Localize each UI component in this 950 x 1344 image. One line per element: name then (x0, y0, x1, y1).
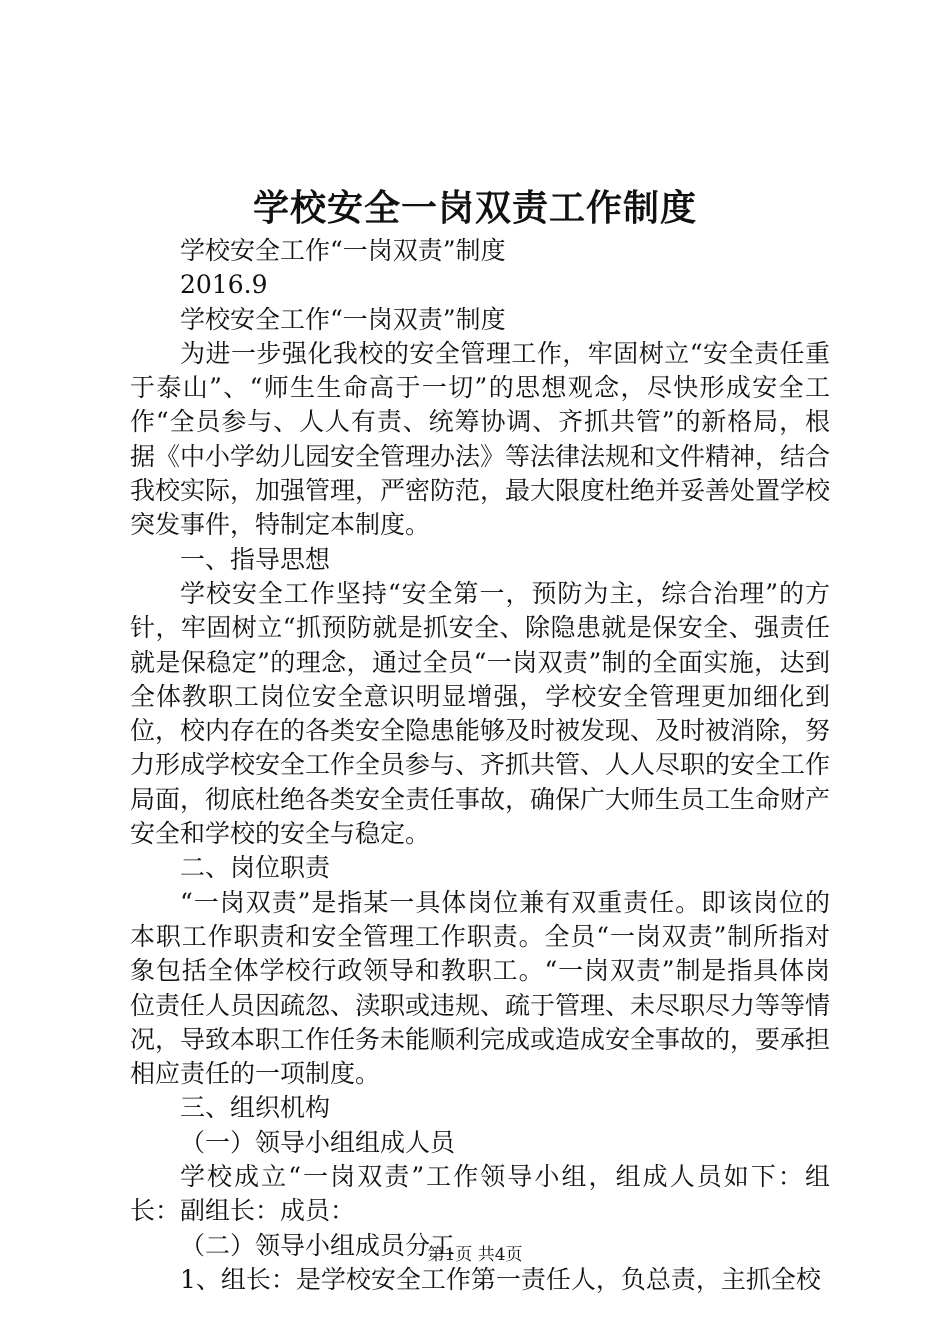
section-heading-guiding-thought: 一、指导思想 (180, 544, 331, 574)
members-paragraph: 学校成立“一岗双责”工作领导小组，组成人员如下：组长：副组长：成员： (130, 1162, 830, 1226)
subtitle-paragraph-repeat: 学校安全工作“一岗双责”制度 (180, 304, 506, 334)
section-heading-organization: 三、组织机构 (180, 1093, 331, 1123)
intro-paragraph: 为进一步强化我校的安全管理工作，牢固树立“安全责任重于泰山”、“师生生命高于一切”的思想观念，尽快形成安全工作“全员参与、人人有责、统筹协调、齐抓共管”的新格局，根据《中小学幼儿园安全管理办法》等法律法规和文件精神，结合我校实际，加强管理，严密防范，最大限度杜绝并妥善处置学校突发事件，特制定本制度。 (130, 338, 831, 540)
document-title: 学校安全一岗双责工作制度 (252, 187, 697, 229)
subsection-heading-members: （一）领导小组组成人员 (180, 1127, 456, 1157)
subtitle-paragraph: 学校安全工作“一岗双责”制度 (180, 236, 506, 265)
page-footer: 第1页 共4页 (427, 1245, 523, 1265)
guiding-thought-paragraph: 学校安全工作坚持“安全第一，预防为主，综合治理”的方针，牢固树立“抓预防就是抓安全、除隐患就是保安全、强责任就是保稳定”的理念，通过全员“一岗双责”制的全面实施，达到全体教职工岗位安全意识明显增强，学校安全管理更加细化到位，校内存在的各类安全隐患能够及时被发现、及时被消除，努力形成学校安全工作全员参与、齐抓共管、人人尽职的安全工作局面，彻底杜绝各类安全责任事故，确保广大师生员工生命财产安全和学校的安全与稳定。 (130, 578, 831, 849)
section-heading-duties: 二、岗位职责 (180, 853, 331, 883)
subsection-heading-division: （二）领导小组成员分工 (180, 1230, 456, 1260)
date-paragraph: 2016.9 (180, 270, 268, 300)
document-body (130, 234, 830, 1297)
duties-paragraph: “一岗双责”是指某一具体岗位兼有双重责任。即该岗位的本职工作职责和安全管理工作职责。全员“一岗双责”制所指对象包括全体学校行政领导和教职工。“一岗双责”制是指具体岗位责任人员因疏忽、渎职或违规、疏于管理、未尽职尽力等等情况，导致本职工作任务未能顺利完成或造成安全事故的，要承担相应责任的一项制度。 (130, 887, 831, 1089)
division-paragraph: 1、组长：是学校安全工作第一责任人，负总责，主抓全校 (180, 1264, 821, 1294)
